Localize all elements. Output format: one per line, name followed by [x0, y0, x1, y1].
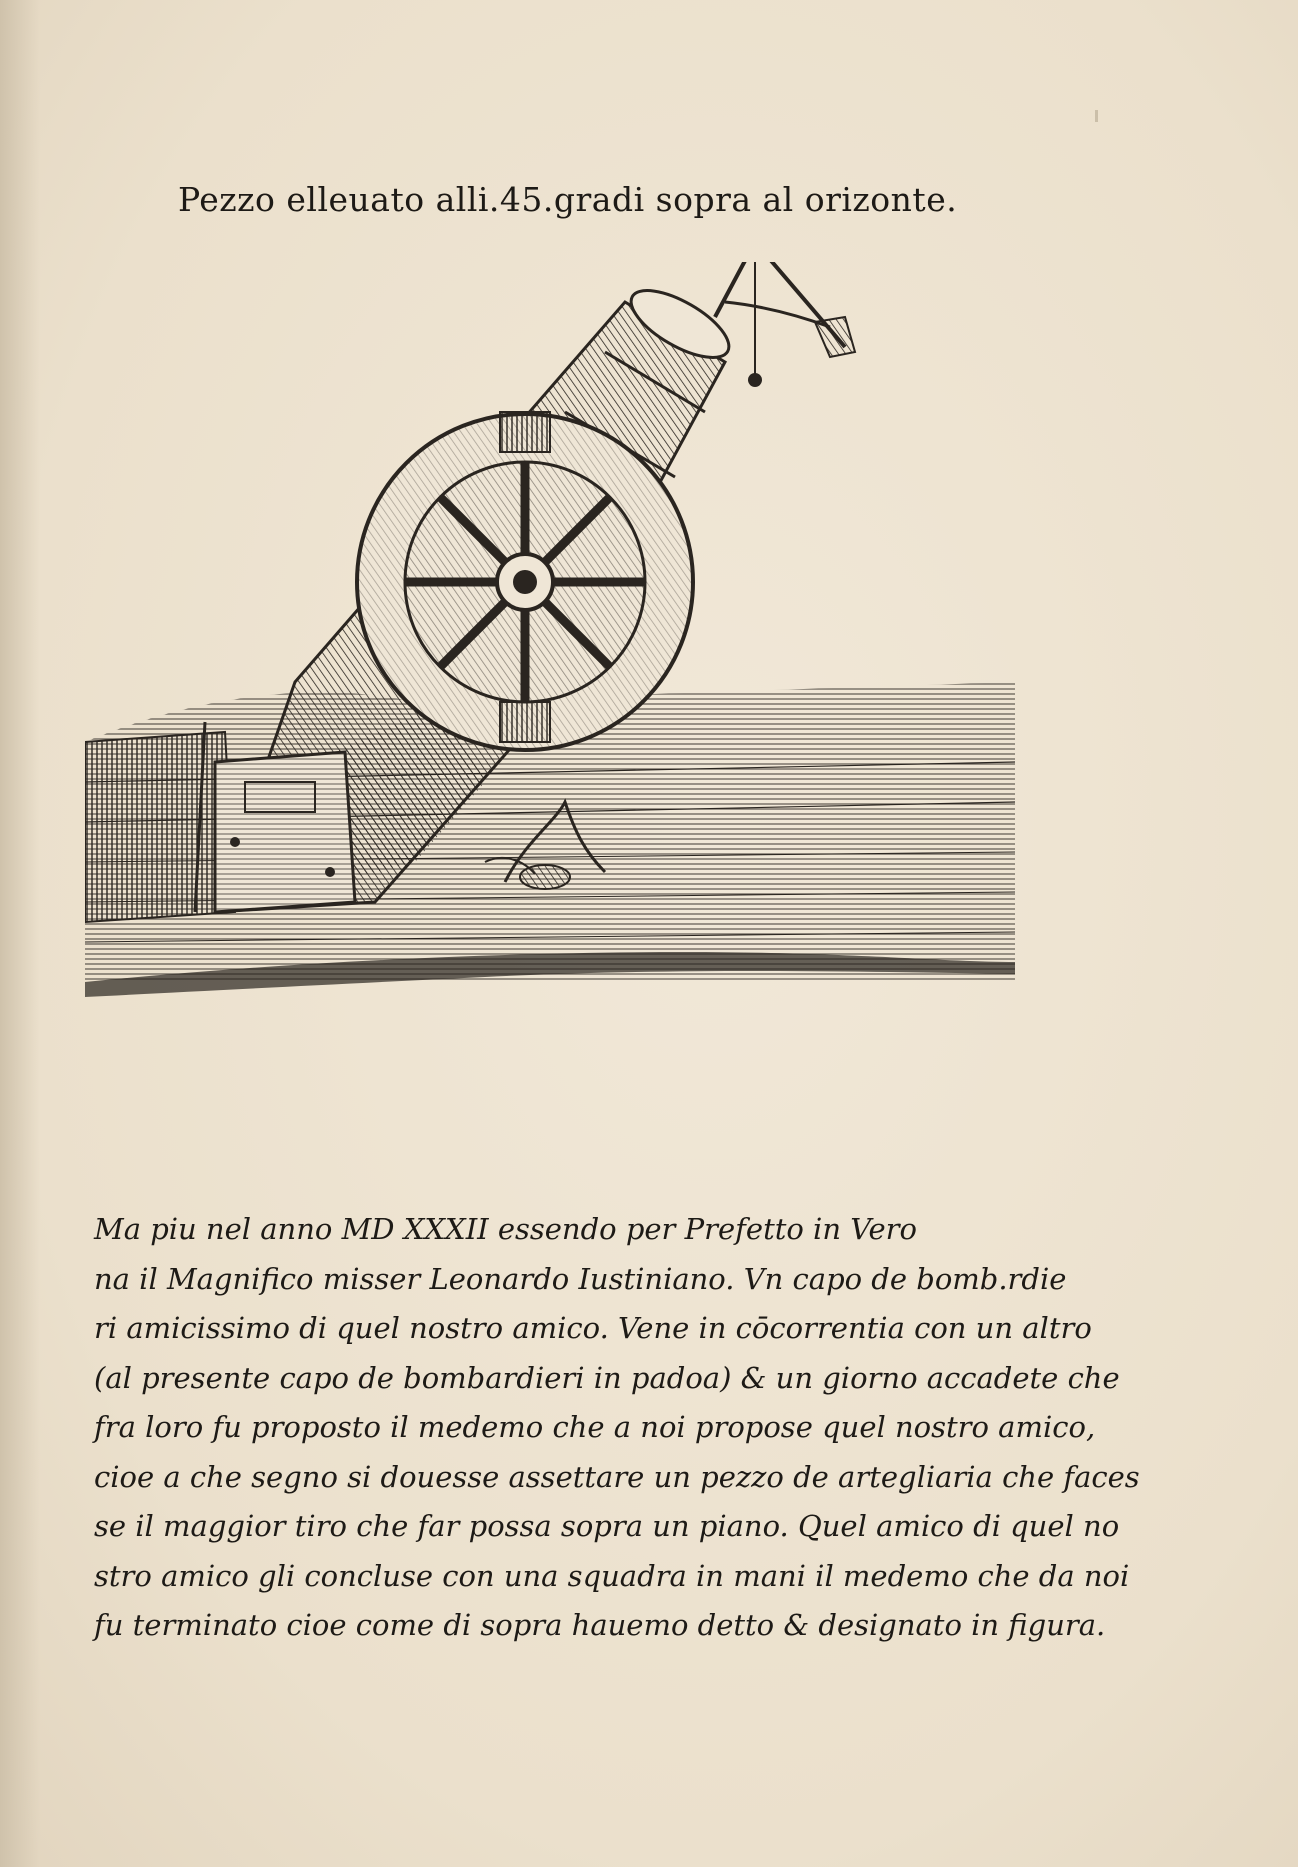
- page-gutter-shadow: [0, 0, 40, 1867]
- body-line-7: se il maggior tiro che far possa sopra un piano. Quel amico di quel no: [94, 1509, 1120, 1543]
- body-line-3: ri amicissimo di quel nostro amico. Vene in cōcorrentia con un altro: [94, 1311, 1092, 1345]
- gunners-quadrant: [715, 262, 855, 387]
- body-line-5: fra loro fu proposto il medemo che a noi propose quel nostro amico,: [94, 1410, 1096, 1444]
- body-line-1: Ma piu nel anno MD XXXII essendo per Prefetto in Vero: [94, 1212, 917, 1246]
- woodcut-cannon-illustration: [85, 262, 1015, 1162]
- body-line-6: cioe a che segno si douesse assettare un pezzo de artegliaria che faces: [94, 1459, 1140, 1494]
- body-line-9: fu terminato cioe come di sopra hauemo detto & designato in figura.: [94, 1608, 1106, 1642]
- body-line-8: stro amico gli concluse con una squadra in mani il medemo che da noi: [94, 1558, 1130, 1593]
- body-line-4: (al presente capo de bombardieri in padoa) & un giorno accadete che: [94, 1360, 1120, 1395]
- body-paragraph: [94, 1205, 1140, 1651]
- body-line-2: na il Magnifico misser Leonardo Iustiniano. Vn capo de bomb.rdie: [94, 1261, 1067, 1296]
- figure-caption-heading: Pezzo elleuato alli.45.gradi sopra al orizonte.: [178, 180, 958, 219]
- cannon-wheel: [357, 412, 693, 750]
- cannon-woodcut-svg: [85, 262, 1015, 1162]
- paper-speck: [1095, 110, 1098, 122]
